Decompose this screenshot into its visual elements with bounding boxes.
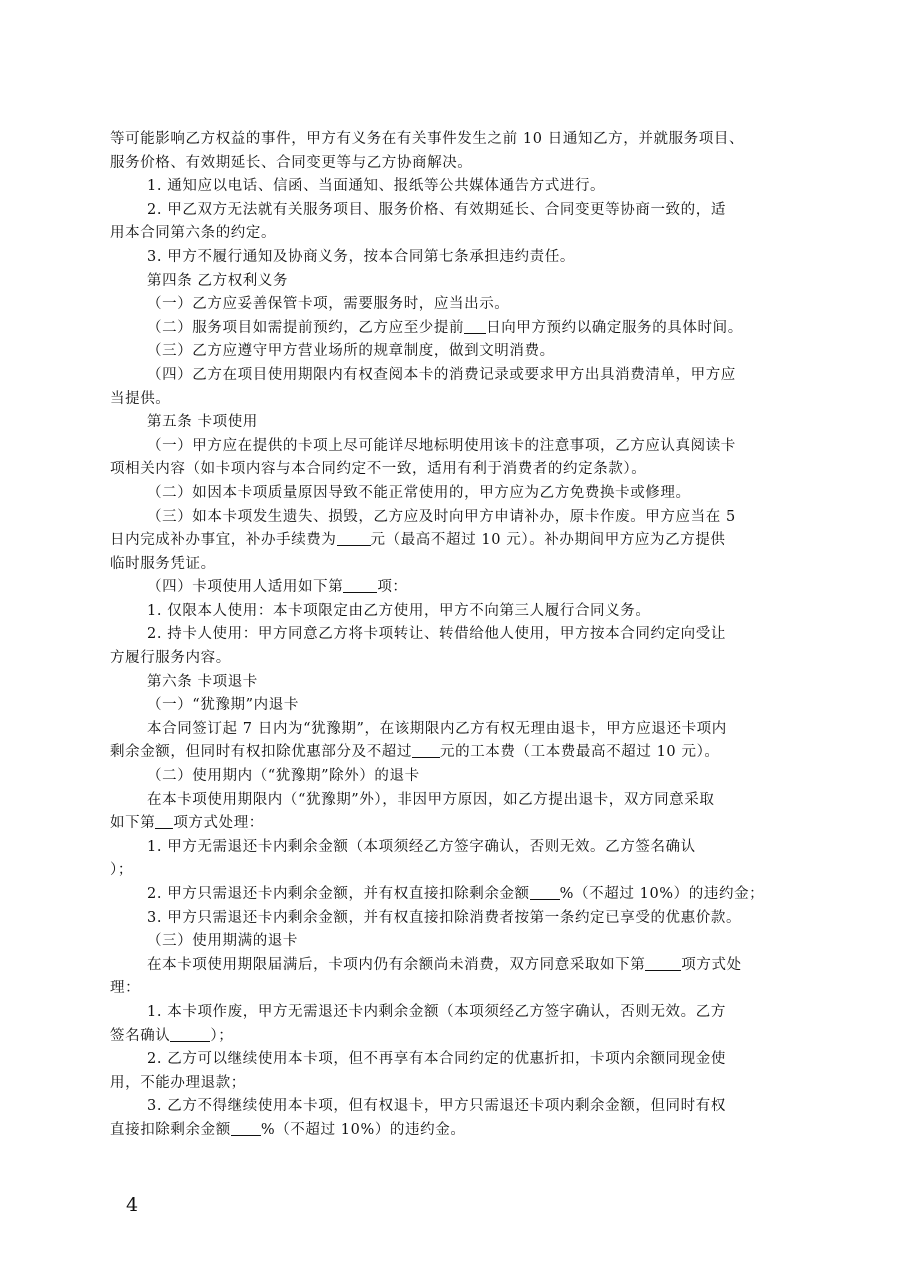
text-line: 1. 通知应以电话、信函、当面通知、报纸等公共媒体通告方式进行。: [147, 178, 606, 195]
text-segment: %（不超过 10%）的违约金；: [559, 886, 765, 902]
text-line: 3. 甲方不履行通知及协商义务，按本合同第七条承担违约责任。: [147, 248, 575, 265]
fill-in-blank[interactable]: [337, 529, 371, 546]
text-segment: 签名确认: [110, 1027, 171, 1044]
text-line: （二）如因本卡项质量原因导致不能正常使用的，甲方应为乙方免费换卡或修理。: [147, 484, 691, 501]
text-line: 第五条 卡项使用: [147, 414, 258, 431]
text-segment: 在本卡项使用期限届满后，卡项内仍有余额尚未消费，双方同意采取如下第: [147, 956, 646, 973]
fill-in-blank[interactable]: [412, 741, 440, 758]
text-line: 3. 甲方只需退还卡内剩余金额，并有权直接扣除消费者按第一条约定已享受的优惠价款。: [147, 909, 742, 926]
text-line: [110, 812, 800, 836]
fill-in-blank[interactable]: [170, 1025, 210, 1042]
text-line: [110, 1025, 800, 1049]
text-line: 项相关内容（如卡项内容与本合同约定不一致，适用有利于消费者的约定条款）。: [110, 461, 647, 478]
text-line: 1. 本卡项作废，甲方无需退还卡内剩余金额（本项须经乙方签字确认，否则无效。乙方: [147, 1003, 726, 1020]
text-line: （一）“犹豫期”内退卡: [147, 697, 299, 714]
text-line: （三）使用期满的退卡: [147, 933, 298, 950]
text-line: 当提供。: [110, 390, 171, 407]
fill-in-blank[interactable]: [645, 954, 681, 971]
text-line: 1. 甲方无需退还卡内剩余金额（本项须经乙方签字确认，否则无效。乙方签名确认: [147, 838, 696, 855]
text-line: 第四条 乙方权利义务: [147, 272, 289, 289]
text-line: （二）使用期内（“犹豫期”除外）的退卡: [147, 768, 420, 785]
text-line: 第六条 卡项退卡: [147, 673, 258, 690]
text-segment: 元的工本费（工本费最高不超过 10 元）。: [440, 744, 720, 761]
fill-in-blank[interactable]: [155, 812, 173, 829]
text-line: 1. 仅限本人使用：本卡项限定由乙方使用，甲方不向第三人履行合同义务。: [147, 602, 651, 619]
text-line: （三）如本卡项发生遗失、损毁，乙方应及时向甲方申请补办，原卡作废。甲方应当在 5: [147, 508, 736, 525]
text-segment: 日内完成补办事宜，补办手续费为: [110, 532, 337, 549]
text-line: 方履行服务内容。: [110, 650, 231, 667]
text-line: 等可能影响乙方权益的事件，甲方有义务在有关事件发生之前 10 日通知乙方，并就服务项目、: [110, 131, 745, 147]
fill-in-blank[interactable]: [464, 317, 486, 334]
text-line: [110, 741, 800, 765]
text-line: [110, 954, 800, 978]
text-line: （一）甲方应在提供的卡项上尽可能详尽地标明使用该卡的注意事项，乙方应认真阅读卡: [147, 437, 736, 454]
text-segment: 元（最高不超过 10 元）。补办期间甲方应为乙方提供: [370, 532, 726, 549]
text-segment: 直接扣除剩余金额: [110, 1121, 231, 1138]
text-line: （四）乙方在项目使用期限内有权查阅本卡的消费记录或要求甲方出具消费清单，甲方应: [147, 366, 736, 383]
text-line: [110, 317, 800, 341]
text-segment: %（不超过 10%）的违约金。: [260, 1121, 466, 1138]
fill-in-blank[interactable]: [343, 576, 377, 593]
text-segment: 项方式处: [681, 956, 742, 973]
text-line: 2. 持卡人使用：甲方同意乙方将卡项转让、转借给他人使用，甲方按本合同约定向受让: [147, 626, 726, 643]
text-line: [110, 576, 800, 600]
text-segment: （四）卡项使用人适用如下第: [147, 579, 344, 596]
text-segment: 如下第: [110, 815, 156, 832]
text-segment: 日向甲方预约以确定服务的具体时间。: [486, 319, 743, 336]
text-line: [110, 529, 800, 553]
text-line: 本合同签订起 7 日内为“犹豫期”，在该期限内乙方有权无理由退卡，甲方应退还卡项内: [147, 720, 727, 737]
text-line: 临时服务凭证。: [110, 555, 216, 572]
text-line: 用本合同第六条的约定。: [110, 225, 277, 242]
fill-in-blank[interactable]: [231, 1119, 261, 1136]
text-segment: 2. 甲方只需退还卡内剩余金额，并有权直接扣除剩余金额: [147, 886, 530, 902]
text-line: [110, 1119, 800, 1143]
text-line: （三）乙方应遵守甲方营业场所的规章制度，做到文明消费。: [147, 343, 555, 360]
text-line: 在本卡项使用期限内（“犹豫期”外），非因甲方原因，如乙方提出退卡，双方同意采取: [147, 791, 715, 808]
text-segment: 项方式处理：: [173, 815, 264, 832]
text-segment: 项：: [377, 579, 408, 596]
text-line: 2. 甲乙双方无法就有关服务项目、服务价格、有效期延长、合同变更等协商一致的，适: [147, 201, 726, 218]
text-line: 理：: [110, 980, 141, 997]
text-line: 服务价格、有效期延长、合同变更等与乙方协商解决。: [110, 154, 473, 171]
contract-body: [110, 128, 800, 1143]
text-line: （一）乙方应妥善保管卡项，需要服务时，应当出示。: [147, 296, 510, 313]
text-line: [110, 883, 800, 907]
text-line: ）；: [110, 862, 133, 879]
text-line: 2. 乙方可以继续使用本卡项，但不再享有本合同约定的优惠折扣，卡项内余额同现金使: [147, 1051, 726, 1068]
text-segment: （二）服务项目如需提前预约，乙方应至少提前: [147, 319, 465, 336]
text-line: 3. 乙方不得继续使用本卡项，但有权退卡，甲方只需退还卡项内剩余金额，但同时有权: [147, 1098, 726, 1115]
text-segment: 剩余金额，但同时有权扣除优惠部分及不超过: [110, 744, 412, 761]
fill-in-blank[interactable]: [530, 883, 560, 900]
page-number: 4: [126, 1194, 139, 1216]
text-line: 用，不能办理退款；: [110, 1074, 246, 1091]
text-segment: ）；: [210, 1027, 234, 1044]
